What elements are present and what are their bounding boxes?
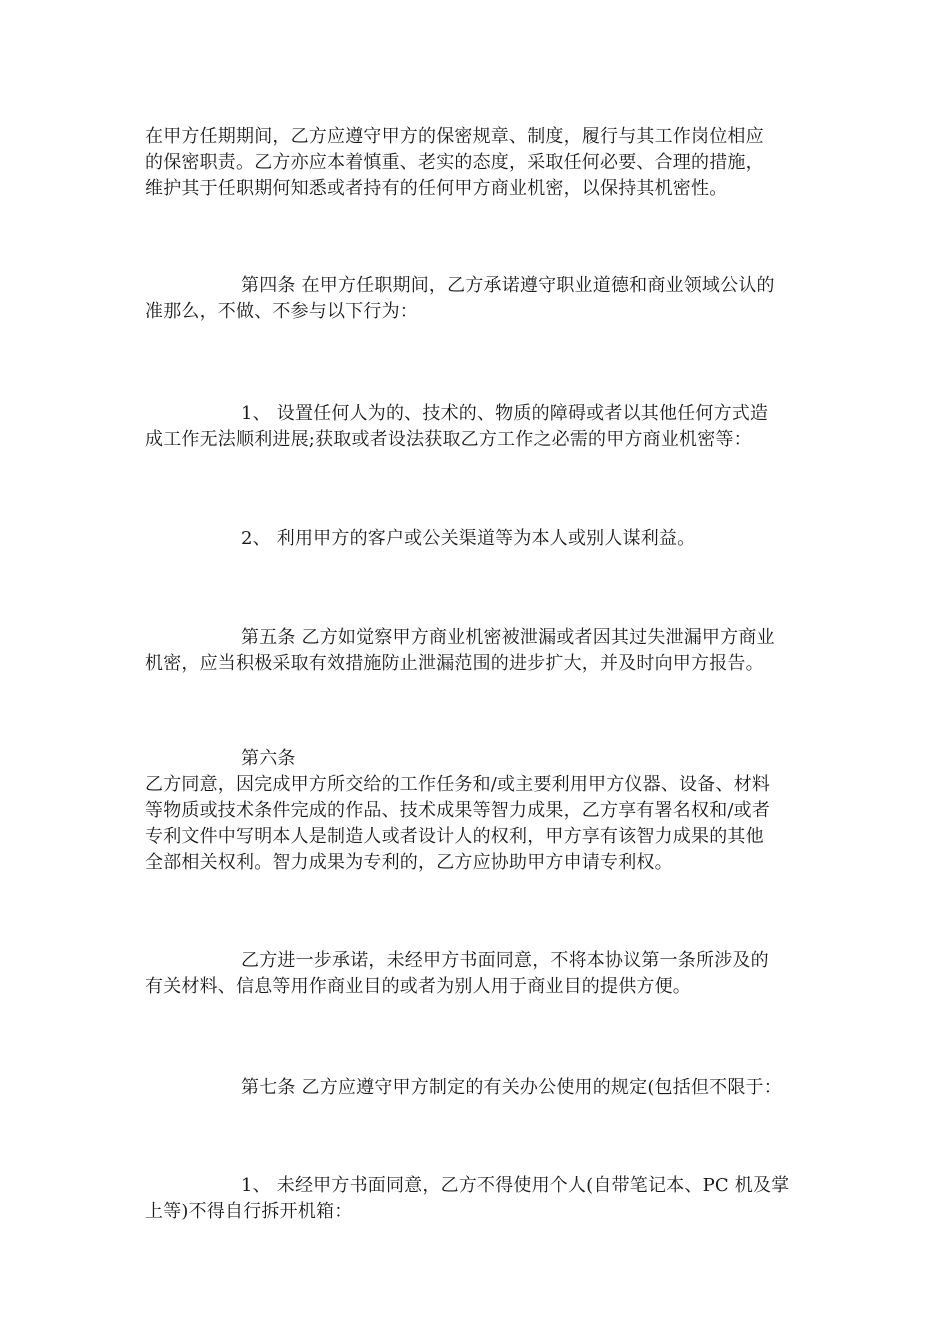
- paragraph-line: 的保密职责。乙方亦应本着慎重、老实的态度，采取任何必要、合理的措施，: [145, 152, 764, 173]
- list-item-line: 上等)不得自行拆开机箱：: [145, 1201, 353, 1222]
- paragraph-line: 有关材料、信息等用作商业目的或者为别人用于商业目的提供方便。: [145, 976, 691, 997]
- paragraph-line: 乙方进一步承诺，未经甲方书面同意，不将本协议第一条所涉及的: [241, 950, 769, 971]
- article-4-heading-line: 第四条 在甲方任职期间，乙方承诺遵守职业道德和商业领域公认的: [241, 275, 775, 296]
- paragraph-line: 维护其于任职期何知悉或者持有的任何甲方商业机密，以保持其机密性。: [145, 178, 728, 199]
- list-item-line: 1、 未经甲方书面同意，乙方不得使用个人(自带笔记本、PC 机及掌: [241, 1175, 790, 1196]
- article-7-heading-line: 第七条 乙方应遵守甲方制定的有关办公使用的规定(包括但不限于：: [241, 1077, 782, 1098]
- article-6-heading: 第六条: [241, 748, 296, 769]
- article-5-heading-line: 第五条 乙方如觉察甲方商业机密被泄漏或者因其过失泄漏甲方商业: [241, 627, 775, 648]
- paragraph-line: 乙方同意，因完成甲方所交给的工作任务和/或主要利用甲方仪器、设备、材料: [145, 774, 771, 795]
- list-item-line: 1、 设置任何人为的、技术的、物质的障碍或者以其他任何方式造: [241, 403, 769, 424]
- paragraph-line: 在甲方任期期间，乙方应遵守甲方的保密规章、制度，履行与其工作岗位相应: [145, 126, 764, 147]
- list-item-line: 成工作无法顺利进展;获取或者设法获取乙方工作之必需的甲方商业机密等：: [145, 429, 752, 450]
- paragraph-line: 准那么，不做、不参与以下行为：: [145, 301, 418, 322]
- paragraph-line: 全部相关权利。智力成果为专利的，乙方应协助甲方申请专利权。: [145, 852, 673, 873]
- list-item-line: 2、 利用甲方的客户或公关渠道等为本人或别人谋利益。: [241, 528, 696, 549]
- paragraph-line: 专利文件中写明本人是制造人或者设计人的权利，甲方享有该智力成果的其他: [145, 826, 764, 847]
- paragraph-line: 等物质或技术条件完成的作品、技术成果等智力成果，乙方享有署名权和/或者: [145, 800, 771, 821]
- paragraph-line: 机密，应当积极采取有效措施防止泄漏范围的进步扩大，并及时向甲方报告。: [145, 653, 764, 674]
